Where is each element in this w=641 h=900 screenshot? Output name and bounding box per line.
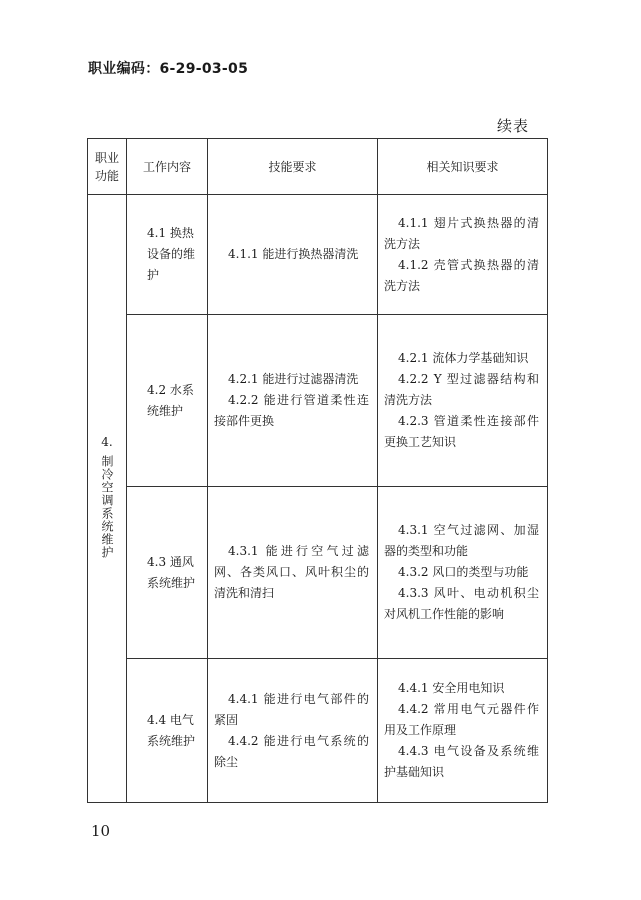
knowledge-cell xyxy=(378,487,548,659)
col-header-work: 工作内容 xyxy=(127,139,208,195)
col-header-function-line2: 功能 xyxy=(94,168,119,183)
knowledge-item: 4.1.1 翅片式换热器的清洗方法 xyxy=(384,215,539,251)
knowledge-item: 4.3.3 风叶、电动机积尘对风机工作性能的影响 xyxy=(384,586,539,621)
page-number: 10 xyxy=(91,822,111,840)
skill-item: 4.1.1 能进行换热器清洗 xyxy=(228,247,359,261)
skill-item: 4.2.1 能进行过滤器清洗 xyxy=(228,372,359,386)
knowledge-item: 4.4.2 常用电气元器件作用及工作原理 xyxy=(384,702,539,737)
skill-cell xyxy=(208,315,378,487)
knowledge-item: 4.4.3 电气设备及系统维护基础知识 xyxy=(384,744,539,779)
table-row xyxy=(88,487,548,659)
knowledge-item: 4.3.1 空气过滤网、加湿器的类型和功能 xyxy=(384,523,539,558)
skill-item: 4.3.1 能进行空气过滤网、各类风口、风叶积尘的清洗和清扫 xyxy=(214,544,369,600)
col-header-function-line1: 职业 xyxy=(94,150,119,165)
knowledge-item: 4.2.1 流体力学基础知识 xyxy=(398,351,529,365)
knowledge-item: 4.2.3 管道柔性连接部件更换工艺知识 xyxy=(384,414,539,449)
table-row xyxy=(88,195,548,315)
skill-item: 4.4.1 能进行电气部件的紧固 xyxy=(214,691,369,727)
col-header-knowledge: 相关知识要求 xyxy=(378,139,548,195)
skill-item: 4.2.2 能进行管道柔性连接部件更换 xyxy=(214,393,369,428)
knowledge-item: 4.1.2 壳管式换热器的清洗方法 xyxy=(384,257,539,293)
function-name: 制冷空调系统维护 xyxy=(100,454,114,559)
occupation-code: 职业编码：6-29-03-05 xyxy=(88,61,249,77)
skill-cell xyxy=(208,195,378,315)
col-header-function xyxy=(88,139,127,195)
knowledge-item: 4.2.2 Y 型过滤器结构和清洗方法 xyxy=(384,372,539,407)
work-content: 4.1 换热设备的维护 xyxy=(127,195,208,315)
knowledge-item: 4.3.2 风口的类型与功能 xyxy=(398,565,529,579)
knowledge-item: 4.4.1 安全用电知识 xyxy=(398,681,505,695)
skill-cell xyxy=(208,659,378,803)
table-row xyxy=(88,659,548,803)
function-number: 4. xyxy=(101,434,113,449)
work-content: 4.2 水系统维护 xyxy=(127,315,208,487)
knowledge-cell xyxy=(378,659,548,803)
work-content: 4.3 通风系统维护 xyxy=(127,487,208,659)
skill-item: 4.4.2 能进行电气系统的除尘 xyxy=(214,733,369,769)
knowledge-cell xyxy=(378,315,548,487)
skill-cell xyxy=(208,487,378,659)
work-content: 4.4 电气系统维护 xyxy=(127,659,208,803)
knowledge-cell xyxy=(378,195,548,315)
skills-table xyxy=(87,138,548,803)
col-header-skills: 技能要求 xyxy=(208,139,378,195)
table-header-row xyxy=(88,139,548,195)
function-cell xyxy=(88,195,127,803)
table-row xyxy=(88,315,548,487)
continued-label: 续表 xyxy=(497,117,530,135)
